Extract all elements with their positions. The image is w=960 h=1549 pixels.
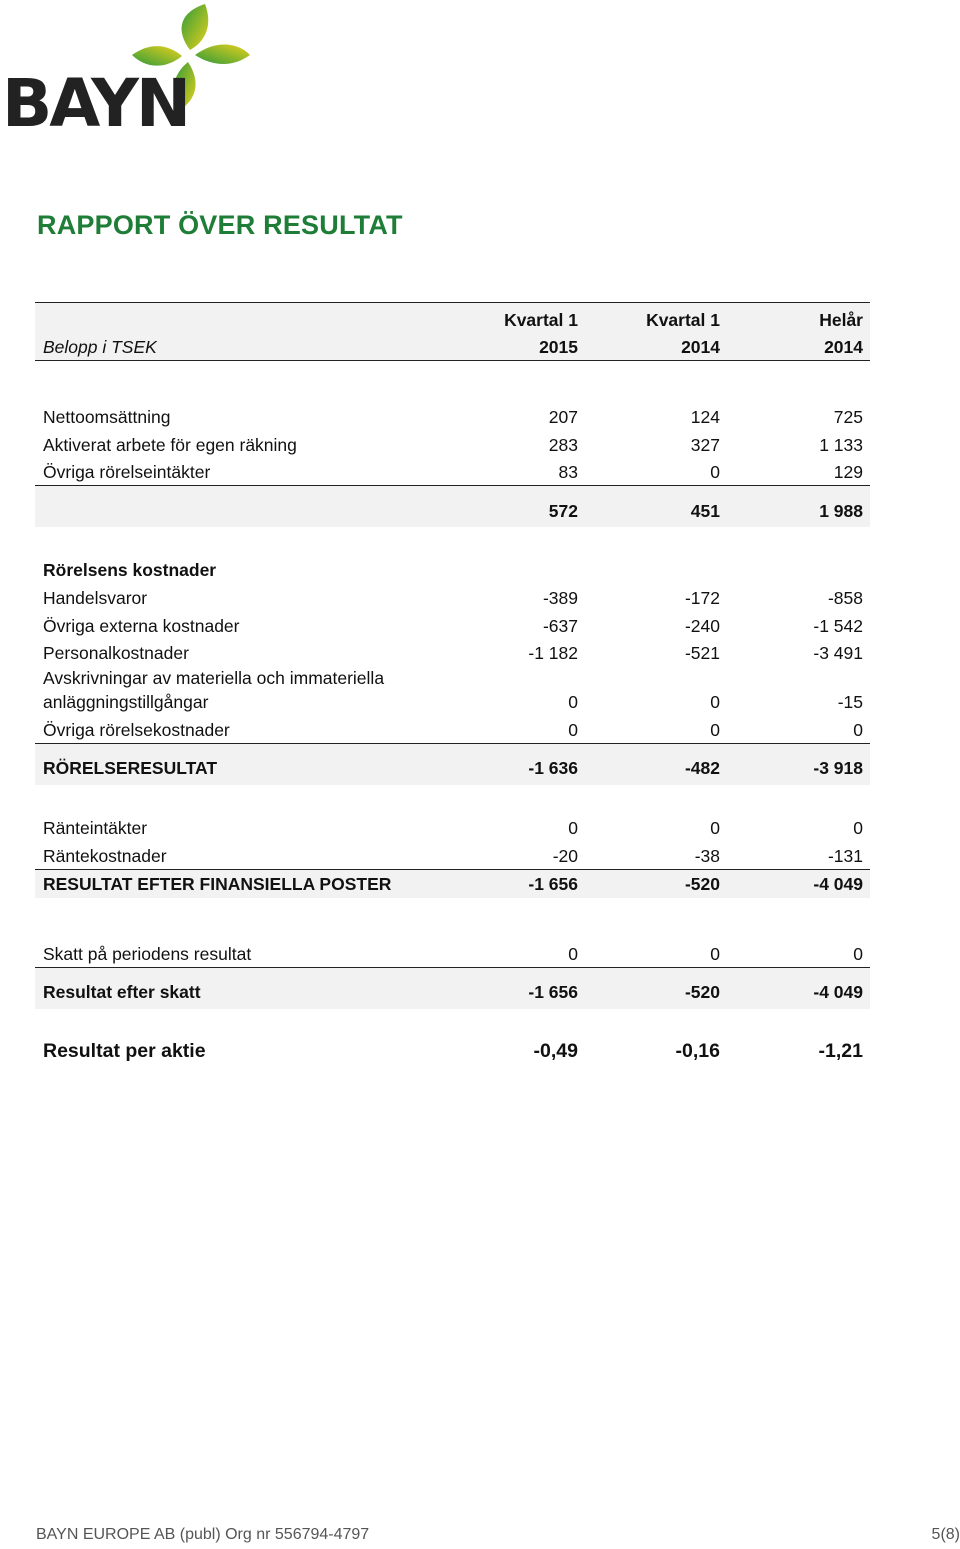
table-row: Personalkostnader -1 182 -521 -3 491 (43, 643, 863, 663)
table-row: Övriga externa kostnader -637 -240 -1 542 (43, 616, 863, 636)
section-heading: Rörelsens kostnader (43, 560, 217, 580)
footer-page-number: 5(8) (931, 1526, 960, 1543)
result-after-tax-row: Resultat efter skatt -1 656 -520 -4 049 (35, 968, 870, 1009)
table-row: Avskrivningar av materiella och immateriella (43, 668, 385, 688)
earnings-per-share-row: Resultat per aktie -0,49 -0,16 -1,21 (43, 1040, 863, 1062)
financial-result-row: RESULTAT EFTER FINANSIELLA POSTER -1 656 -520 -4 049 (35, 870, 870, 898)
header-row-period (35, 306, 870, 334)
table-row: Nettoomsättning 207 124 725 (43, 407, 863, 427)
table-row: Övriga rörelsekostnader 0 0 0 (43, 720, 863, 740)
svg-text:BAYN: BAYN (2, 65, 189, 140)
col1-year: 2015 (539, 337, 578, 357)
revenue-total-row: 572 451 1 988 (35, 486, 870, 527)
bayn-logo (0, 0, 260, 140)
footer-company: BAYN EUROPE AB (publ) Org nr 556794-4797 (36, 1526, 370, 1543)
header-row-year (35, 333, 870, 361)
table-row: Aktiverat arbete för egen räkning 283 327 1 133 (43, 435, 863, 455)
col3-period: Helår (819, 310, 863, 330)
table-row: Räntekostnader -20 -38 -131 (43, 846, 863, 866)
table-row: Övriga rörelseintäkter 83 0 129 (43, 462, 863, 482)
operating-result-row: RÖRELSERESULTAT -1 636 -482 -3 918 (35, 744, 870, 785)
header-bottom-rule (35, 360, 870, 361)
col2-year: 2014 (681, 337, 720, 357)
bayn-logo-graphic (0, 0, 260, 140)
col1-period: Kvartal 1 (504, 310, 578, 330)
unit-label: Belopp i TSEK (43, 337, 157, 357)
col2-period: Kvartal 1 (646, 310, 720, 330)
report-title: RAPPORT ÖVER RESULTAT (37, 210, 403, 240)
table-row: Skatt på periodens resultat 0 0 0 (43, 944, 863, 964)
table-row: Handelsvaror -389 -172 -858 (43, 588, 863, 608)
col3-year: 2014 (824, 337, 863, 357)
table-row: Ränteintäkter 0 0 0 (43, 818, 863, 838)
table-row: anläggningstillgångar 0 0 -15 (43, 692, 863, 712)
